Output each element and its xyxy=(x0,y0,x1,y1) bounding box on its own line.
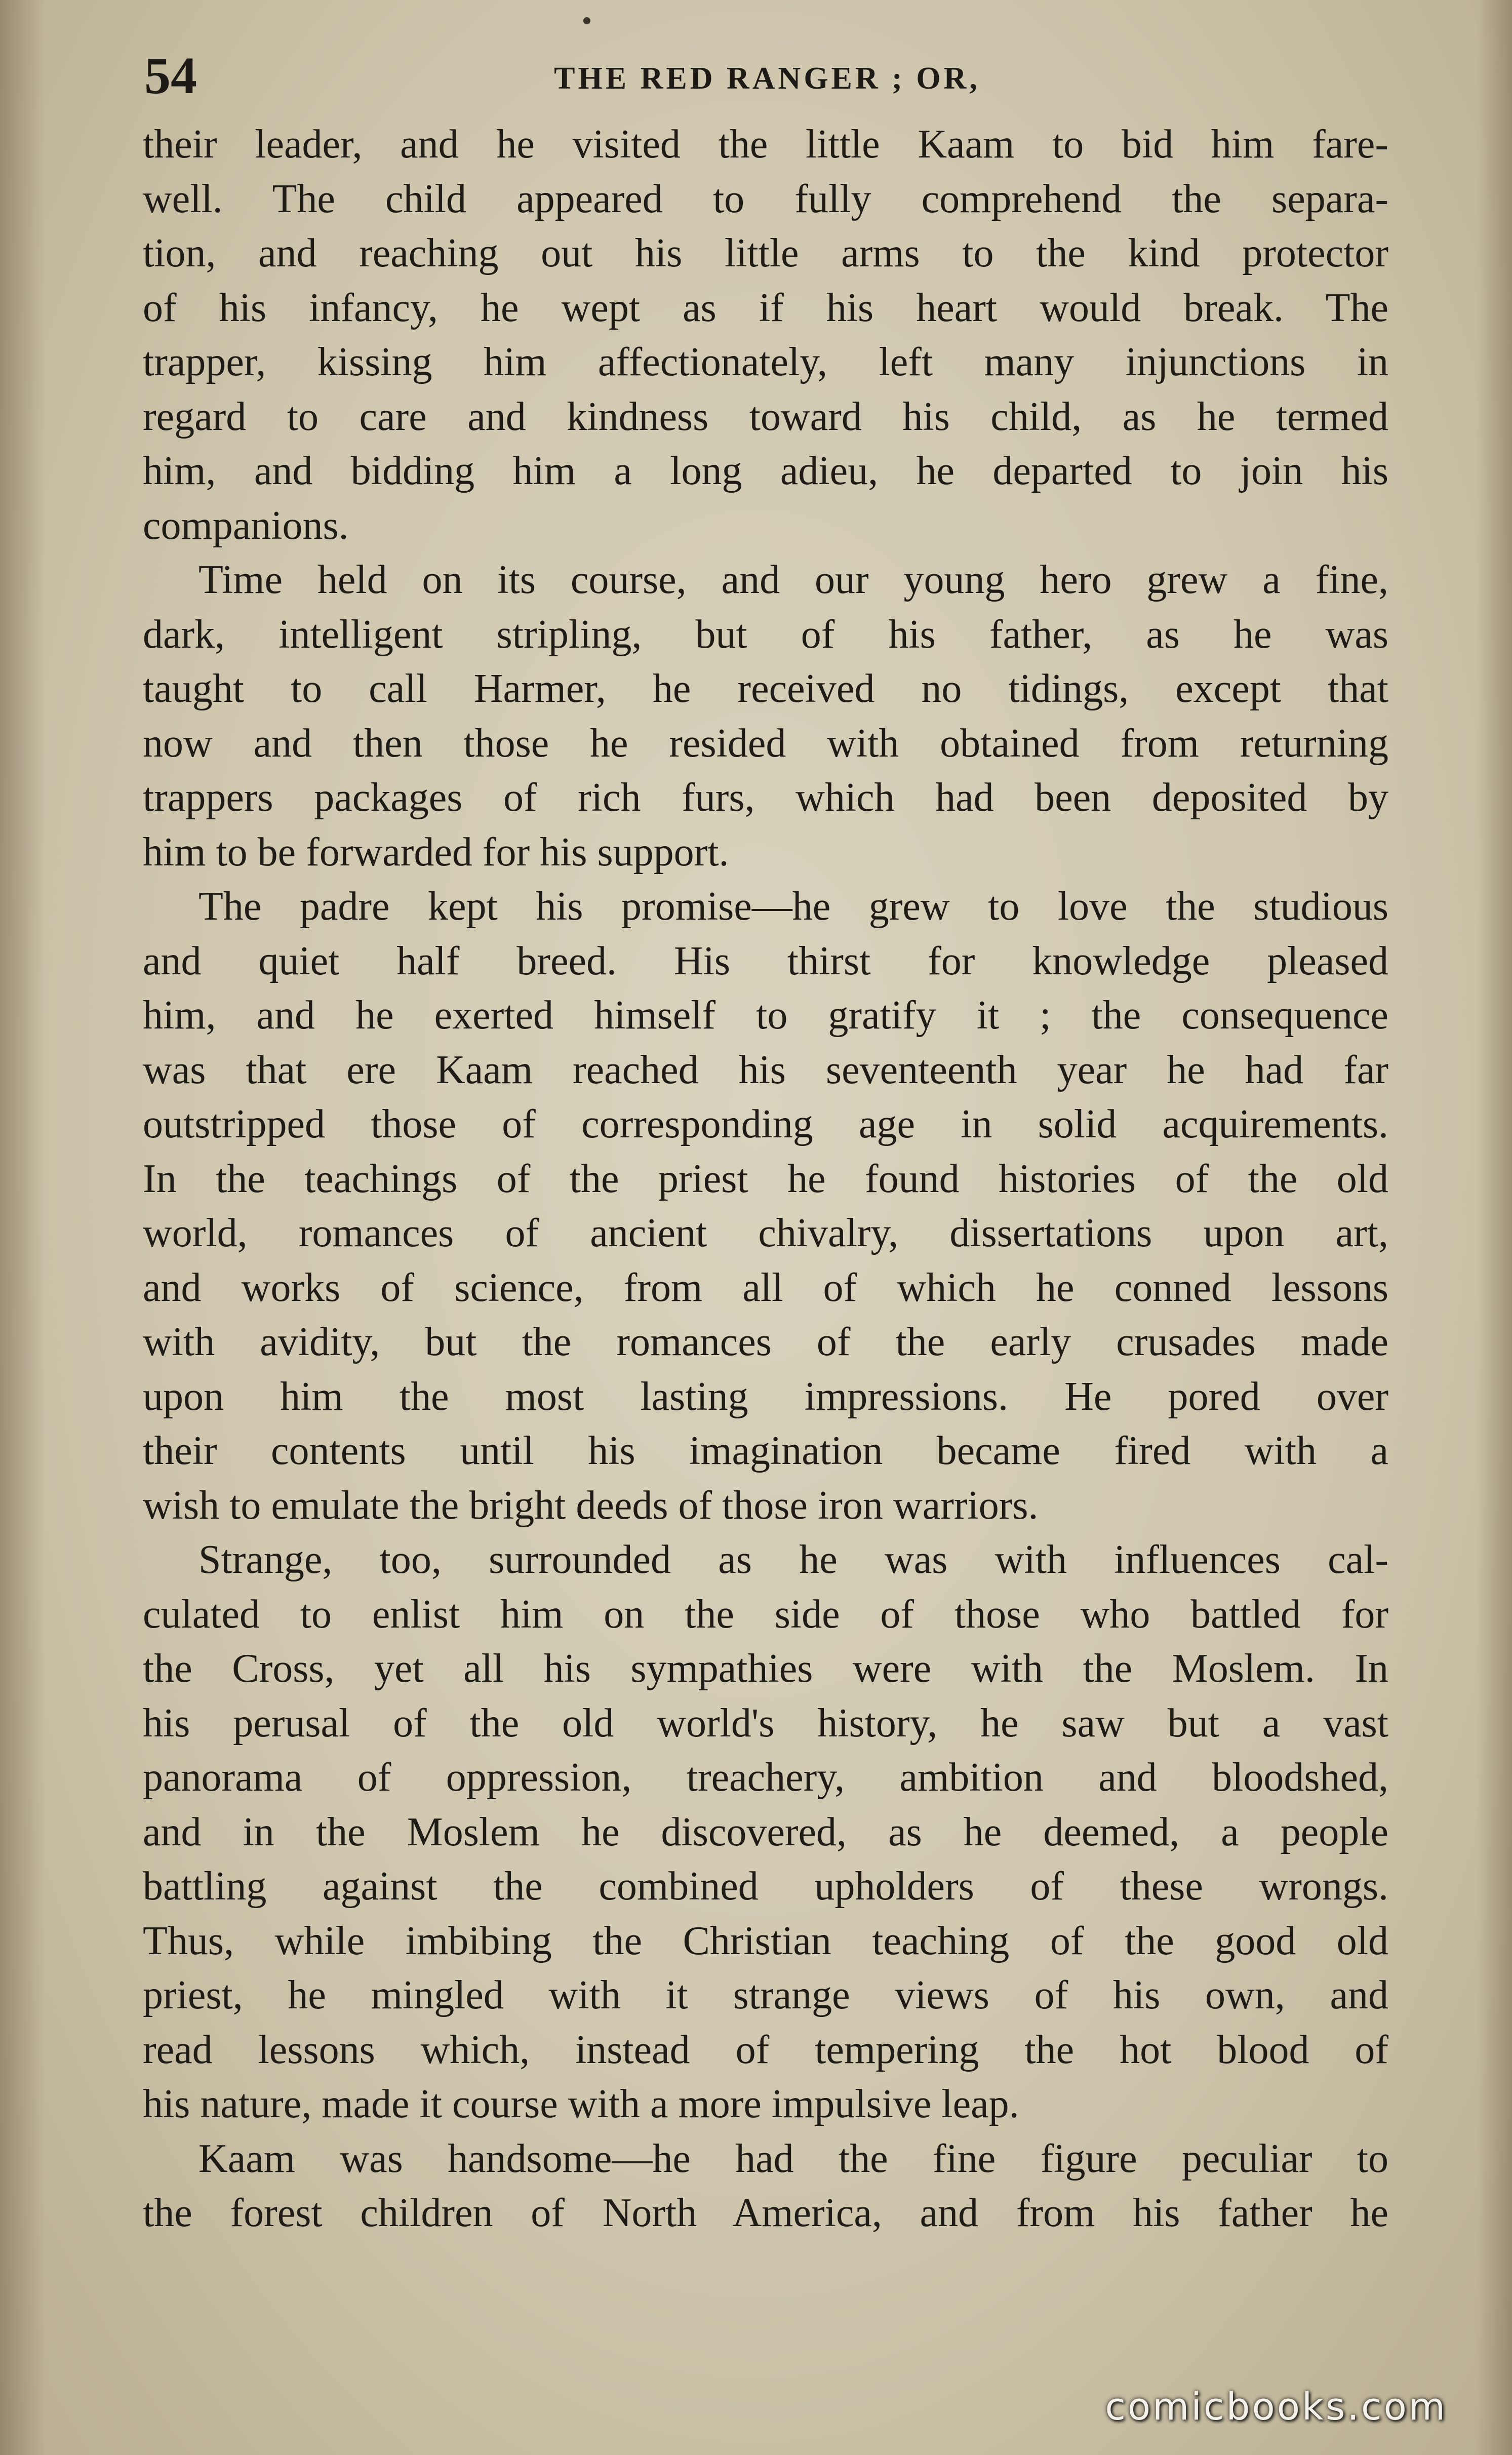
spine-shadow xyxy=(0,0,46,2455)
text-line: Kaam was handsome—he had the fine figure peculiar to xyxy=(198,2136,1388,2181)
text-line: trappers packages of rich furs, which had been deposited by xyxy=(143,775,1388,820)
text-line: The padre kept his promise—he grew to love the studious xyxy=(198,884,1388,929)
text-line: dark, intelligent stripling, but of his father, as he was xyxy=(143,612,1388,657)
text-line: culated to enlist him on the side of those who battled for xyxy=(143,1592,1388,1637)
text-line: well. The child appeared to fully comprehend the separa- xyxy=(143,176,1388,221)
text-line: now and then those he resided with obtained from returning xyxy=(143,721,1388,766)
text-line: wish to emulate the bright deeds of those iron warriors. xyxy=(143,1483,1039,1528)
text-line: priest, he mingled with it strange views of his own, and xyxy=(143,1973,1388,2017)
text-line: trapper, kissing him affectionately, left many injunctions in xyxy=(143,340,1388,384)
page-number: 54 xyxy=(144,47,197,105)
running-title: THE RED RANGER ; OR, xyxy=(554,61,980,96)
text-line: his perusal of the old world's history, he saw but a vast xyxy=(143,1700,1388,1746)
text-line: upon him the most lasting impressions. He pored over xyxy=(143,1374,1388,1419)
text-line: was that ere Kaam reached his seventeenth year he had far xyxy=(143,1047,1388,1092)
paragraph xyxy=(143,880,1388,1533)
text-line: panorama of oppression, treachery, ambition and bloodshed, xyxy=(143,1755,1388,1800)
text-line: of his infancy, he wept as if his heart would break. The xyxy=(143,285,1388,330)
paragraph xyxy=(143,117,1388,553)
body-text xyxy=(143,117,1388,2241)
text-line: regard to care and kindness toward his child, as he termed xyxy=(143,394,1388,439)
text-line: and in the Moslem he discovered, as he deemed, a people xyxy=(143,1809,1388,1854)
text-line: him, and bidding him a long adieu, he departed to join his xyxy=(143,449,1388,493)
text-line: and works of science, from all of which he conned lessons xyxy=(143,1265,1388,1310)
text-line: In the teachings of the priest he found histories of the old xyxy=(143,1156,1388,1201)
text-line: companions. xyxy=(143,503,349,548)
page-header xyxy=(144,35,1390,111)
text-line: the forest children of North America, and from his father he xyxy=(143,2191,1388,2235)
text-line: read lessons which, instead of tempering the hot blood of xyxy=(143,2027,1388,2072)
text-line: tion, and reaching out his little arms to the kind protector xyxy=(143,231,1388,275)
paragraph xyxy=(143,553,1388,880)
text-line: their leader, and he visited the little Kaam to bid him fare- xyxy=(143,122,1388,167)
text-line: him to be forwarded for his support. xyxy=(143,829,729,875)
text-line: the Cross, yet all his sympathies were with the Moslem. In xyxy=(143,1646,1388,1691)
text-line: world, romances of ancient chivalry, dissertations upon art, xyxy=(143,1211,1388,1255)
text-line: Thus, while imbibing the Christian teaching of the good old xyxy=(143,1918,1388,1963)
text-line: battling against the combined upholders of these wrongs. xyxy=(143,1864,1388,1909)
paragraph xyxy=(143,1533,1388,2132)
watermark: comicbooks.com xyxy=(1105,2385,1447,2429)
text-line: their contents until his imagination became fired with a xyxy=(143,1429,1388,1473)
text-line: him, and he exerted himself to gratify it ; the consequence xyxy=(143,993,1388,1038)
text-line: and quiet half breed. His thirst for knowledge pleased xyxy=(143,938,1388,983)
text-line: outstripped those of corresponding age in solid acquirements. xyxy=(143,1102,1388,1146)
paragraph xyxy=(143,2132,1388,2241)
text-line: taught to call Harmer, he received no tidings, except that xyxy=(143,666,1388,711)
text-line: his nature, made it course with a more impulsive leap. xyxy=(143,2082,1019,2126)
page-edge-shadow xyxy=(1477,0,1512,2455)
text-line: Strange, too, surrounded as he was with influences cal- xyxy=(198,1537,1388,1582)
text-line: with avidity, but the romances of the early crusades made xyxy=(143,1320,1388,1364)
text-line: Time held on its course, and our young hero grew a fine, xyxy=(198,558,1388,602)
ink-speck xyxy=(583,17,590,24)
